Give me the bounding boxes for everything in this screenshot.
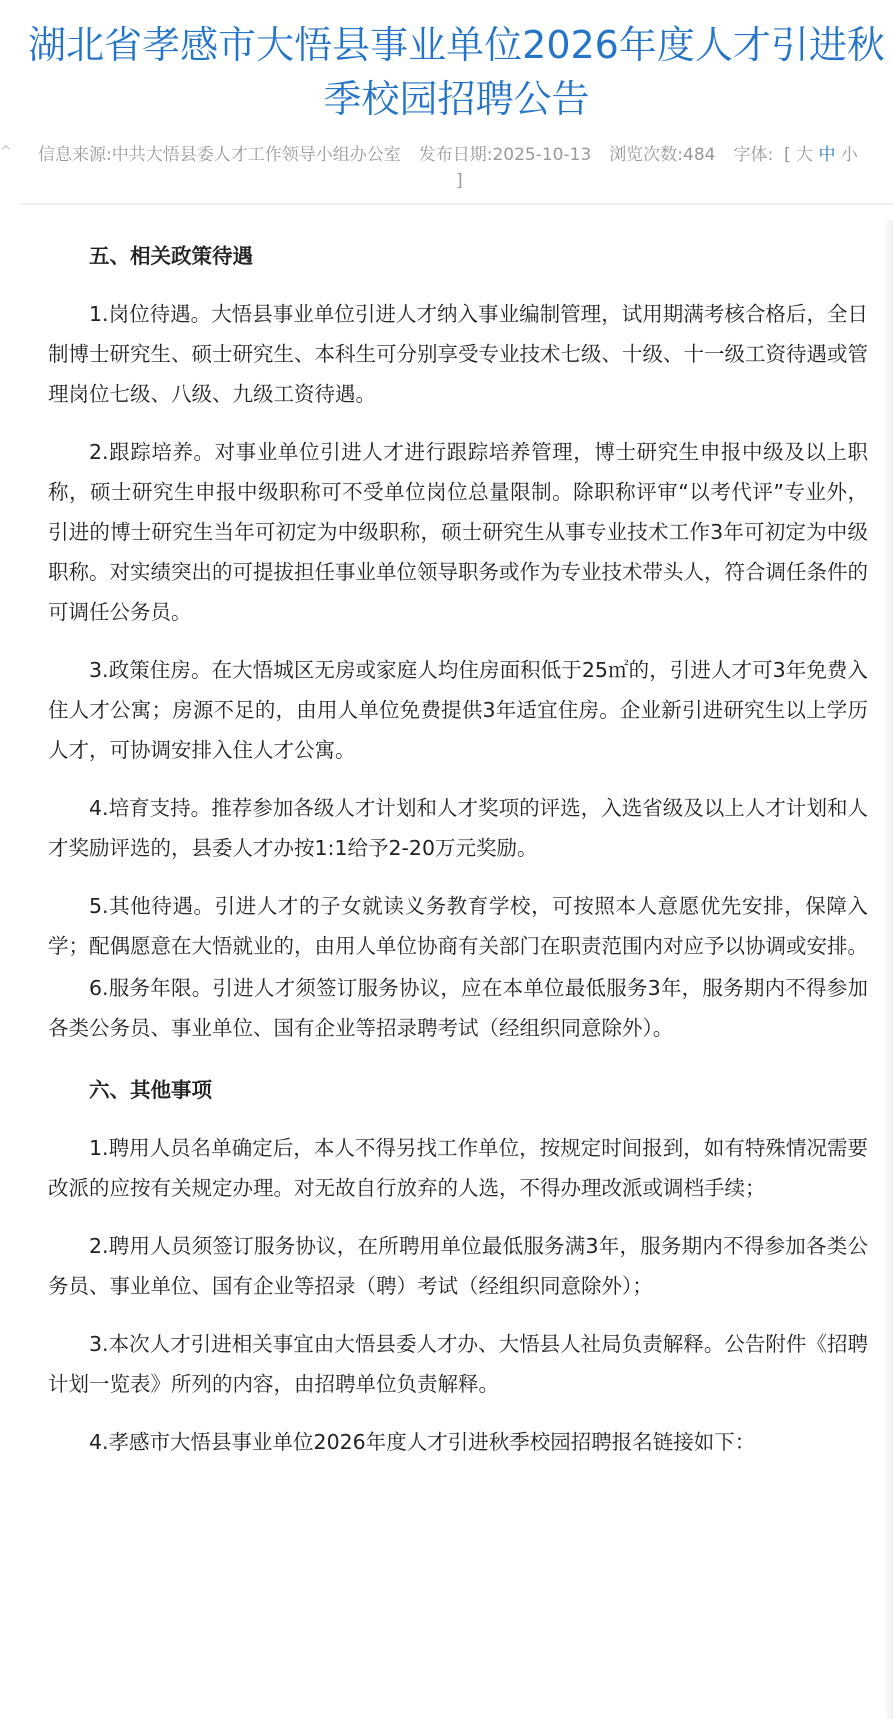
policy-paragraph-2: 2.跟踪培养。对事业单位引进人才进行跟踪培养管理，博士研究生申报中级及以上职称，硕士研究生申报中级职称可不受单位岗位总量限制。除职称评审“以考代评”专业外，引进的博士研究生当年可初定为中级职称，硕士研究生从事专业技术工作3年可初定为中级职称。对实绩突出的可提拔担任事业单位领导职务或作为专业技术带头人，符合调任条件的可调任公务员。	[48, 440, 868, 624]
views-label: 浏览次数:	[609, 145, 683, 165]
policy-paragraph-6: 6.服务年限。引进人才须签订服务协议，应在本单位最低服务3年，服务期内不得参加各类公务员、事业单位、国有企业等招录聘考试（经组织同意除外）。	[48, 976, 868, 1040]
font-size-label: 字体:	[733, 145, 774, 165]
section-heading-policy: 五、相关政策待遇	[89, 244, 253, 268]
other-paragraph-1: 1.聘用人员名单确定后，本人不得另找工作单位，按规定时间报到，如有特殊情况需要改派的应按有关规定办理。对无故自行放弃的人选，不得办理改派或调档手续；	[48, 1136, 868, 1200]
font-size-large-link[interactable]: 大	[796, 145, 814, 165]
policy-paragraph-4: 4.培育支持。推荐参加各级人才计划和人才奖项的评选，入选省级及以上人才计划和人才奖励评选的，县委人才办按1:1给予2-20万元奖励。	[48, 796, 868, 860]
font-size-bracket-close: ]	[456, 171, 463, 191]
policy-paragraph-5: 5.其他待遇。引进人才的子女就读义务教育学校，可按照本人意愿优先安排，保障入学；配偶愿意在大悟就业的，由用人单位协商有关部门在职责范围内对应予以协调或安排。	[48, 894, 868, 958]
font-size-bracket-open: [	[784, 145, 791, 165]
article-title: 湖北省孝感市大悟县事业单位2026年度人才引进秋季校园招聘公告	[28, 23, 885, 121]
right-edge-shadow	[883, 220, 893, 1719]
font-size-small-link[interactable]: 小	[840, 145, 858, 165]
date-value: 2025-10-13	[492, 145, 592, 165]
views-value: 484	[683, 145, 716, 165]
article-body	[48, 236, 868, 1462]
article-header	[0, 0, 893, 207]
date-label: 发布日期:	[418, 145, 493, 165]
font-size-medium-link[interactable]: 中	[818, 145, 836, 165]
section-heading-other: 六、其他事项	[89, 1078, 212, 1102]
policy-paragraph-3: 3.政策住房。在大悟城区无房或家庭人均住房面积低于25㎡的，引进人才可3年免费入住人才公寓；房源不足的，由用人单位免费提供3年适宜住房。企业新引进研究生以上学历人才，可协调安排入住人才公寓。	[48, 658, 868, 762]
other-paragraph-3: 3.本次人才引进相关事宜由大悟县委人才办、大悟县人社局负责解释。公告附件《招聘计划一览表》所列的内容，由招聘单位负责解释。	[48, 1332, 868, 1396]
other-paragraph-4: 4.孝感市大悟县事业单位2026年度人才引进秋季校园招聘报名链接如下：	[89, 1430, 756, 1454]
header-divider	[20, 203, 893, 205]
left-edge-mark: ^	[0, 144, 12, 160]
policy-paragraph-1: 1.岗位待遇。大悟县事业单位引进人才纳入事业编制管理，试用期满考核合格后，全日制博士研究生、硕士研究生、本科生可分别享受专业技术七级、十级、十一级工资待遇或管理岗位七级、八级、九级工资待遇。	[48, 302, 868, 406]
other-paragraph-2: 2.聘用人员须签订服务协议，在所聘用单位最低服务满3年，服务期内不得参加各类公务员、事业单位、国有企业等招录（聘）考试（经组织同意除外）；	[48, 1234, 868, 1298]
article-meta	[38, 142, 893, 191]
source-value: 中共大悟县委人才工作领导小组办公室	[111, 145, 401, 165]
source-label: 信息来源:	[38, 145, 112, 165]
